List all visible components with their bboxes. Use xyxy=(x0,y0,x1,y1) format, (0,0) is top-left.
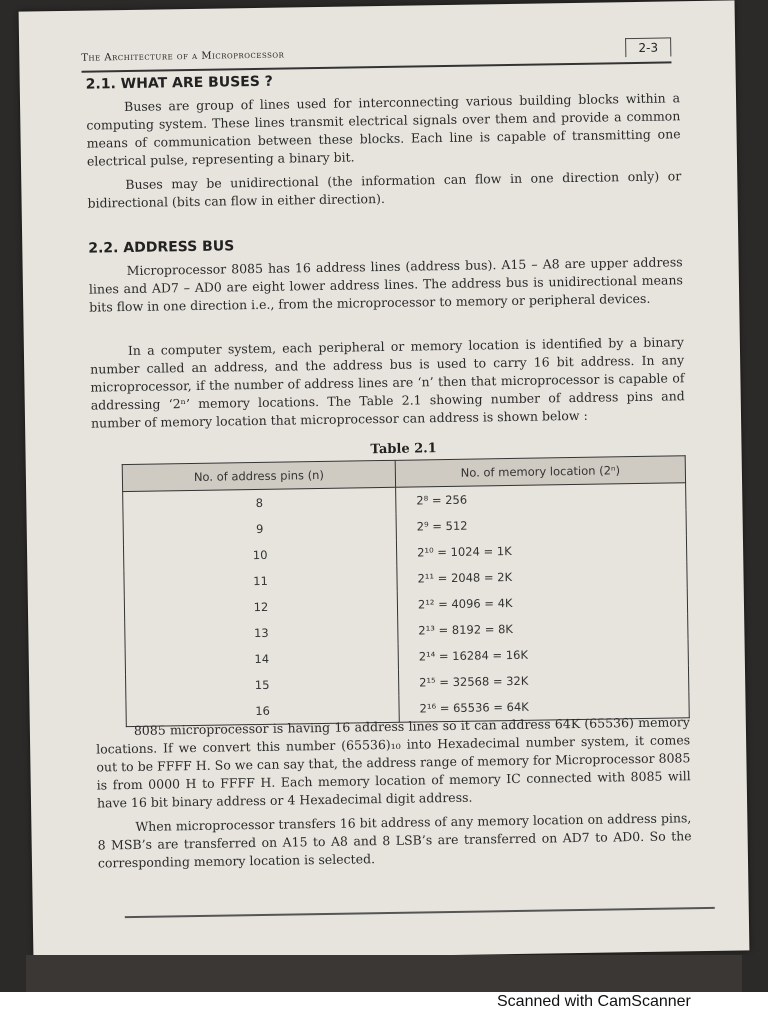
address-bus-paragraph-1: Microprocessor 8085 has 16 address lines (address bus). A15 – A8 are upper address lines and AD7 – AD0 are eight lower address lines. The address bus is unidirectional means bits flow in one direction i.e., from the microprocessor to memory or peripheral devices. xyxy=(88,254,683,315)
page-number: 2-3 xyxy=(625,37,671,57)
pins-cell: 16 xyxy=(126,696,399,727)
memory-cell: 2¹³ = 8192 = 8K xyxy=(398,613,688,644)
book-page xyxy=(19,0,750,961)
memory-range-paragraph: 8085 microprocessor is having 16 address lines so it can address 64K (65536) memory locations. If we convert this number (65536)₁₀ into Hexadecimal number system, it comes out to be FFFF H. So we can say that, the address range of memory for Microprocessor 8085 is from 0000 H to FFFF H. Each memory location of memory IC connected with 8085 will have 16 bit binary address or 4 Hexadecimal digit address. xyxy=(96,714,691,811)
pins-cell: 13 xyxy=(125,618,398,648)
memory-cell: 2¹⁴ = 16284 = 16K xyxy=(398,639,688,670)
address-pins-table xyxy=(122,455,690,727)
address-bus-paragraph-2: In a computer system, each peripheral or memory location is identified by a binary number called an address, and the address bus is used to carry 16 bit address. In any microprocessor, if the number of address lines are ‘n’ then that microprocessor is capable of addressing ‘2ⁿ’ memory locations. The Table 2.1 showing number of address pins and number of memory location that microprocessor can address is shown below : xyxy=(90,334,685,431)
buses-paragraph-1: Buses are group of lines used for interconnecting various building blocks within a computing system. These lines transmit electrical signals over them and provide a common means of communication between these blocks. Each line is capable of transmitting one electrical pulse, representing a binary bit. xyxy=(86,90,681,169)
pins-cell: 15 xyxy=(126,670,399,700)
bottom-rule xyxy=(125,907,715,918)
section-heading-buses: 2.1. WHAT ARE BUSES ? xyxy=(85,73,273,93)
scanner-watermark: Scanned with CamScanner xyxy=(497,993,691,1010)
column-header-pins: No. of address pins (n) xyxy=(122,460,395,491)
running-title: The Architecture of a Microprocessor xyxy=(81,49,285,64)
pins-cell: 11 xyxy=(124,566,397,596)
memory-cell: 2¹⁵ = 32568 = 32K xyxy=(398,665,688,696)
memory-cell: 2⁸ = 256 xyxy=(396,483,686,514)
memory-cell: 2¹¹ = 2048 = 2K xyxy=(397,561,687,592)
address-transfer-paragraph: When microprocessor transfers 16 bit address of any memory location on address pins, 8 MSB’s are transferred on A15 to A8 and 8 LSB’s are transferred on AD7 to AD0. So the corresponding memory location is selected. xyxy=(97,810,692,871)
pins-cell: 9 xyxy=(123,514,396,544)
pins-cell: 12 xyxy=(124,592,397,622)
memory-cell: 2¹⁰ = 1024 = 1K xyxy=(396,535,686,566)
column-header-memory: No. of memory location (2ⁿ) xyxy=(395,456,685,488)
memory-cell: 2⁹ = 512 xyxy=(396,509,686,540)
page-shadow xyxy=(26,955,742,992)
pins-cell: 14 xyxy=(125,644,398,674)
pins-cell: 8 xyxy=(123,487,396,518)
memory-cell: 2¹⁶ = 65536 = 64K xyxy=(399,691,689,722)
section-heading-address-bus: 2.2. ADDRESS BUS xyxy=(88,238,235,257)
running-header xyxy=(81,37,671,72)
scanner-watermark-bar xyxy=(0,992,768,1024)
pins-cell: 10 xyxy=(123,540,396,570)
memory-cell: 2¹² = 4096 = 4K xyxy=(397,587,687,618)
table-caption: Table 2.1 xyxy=(370,441,437,458)
buses-paragraph-2: Buses may be unidirectional (the information can flow in one direction only) or bidirectional (bits can flow in either direction). xyxy=(87,168,682,211)
